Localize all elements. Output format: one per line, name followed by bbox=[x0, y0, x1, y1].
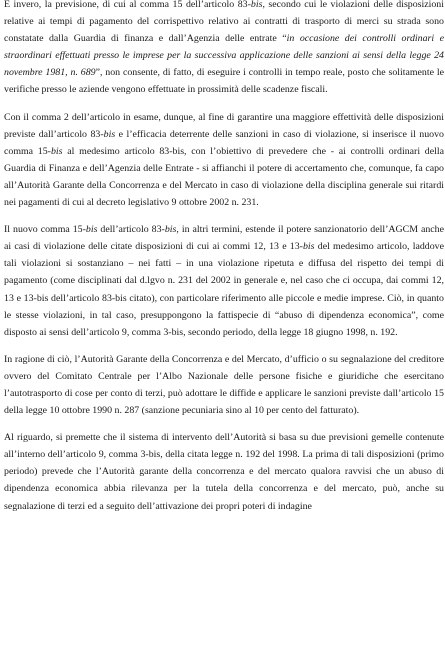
italic-text: bis bbox=[250, 0, 263, 10]
document-body bbox=[4, 0, 444, 515]
text: E invero, la previsione, di cui al comma 15 dell’articolo 83- bbox=[4, 0, 251, 10]
text: In ragione di ciò, l’Autorità Garante della Concorrenza e del Mercato, d’ufficio o su segnalazione del creditore ovvero del Comitato Centrale per l’Albo Nazionale delle persone fisiche e giuridiche che esercitano l’autotrasporto di cose per conto di terzi, può adottare le diffide e applicare le sanzioni previste dall’articolo 15 della legge 10 ottobre 1990 n. 287 (sanzione pecuniaria sino al 10 per cento del fatturato). bbox=[4, 353, 444, 417]
italic-text: in occasione dei controlli ordinari e straordinari effettuati presso le imprese per la successiva applicazione delle sanzioni ai sensi della legge 24 novembre 1981, n. 689 bbox=[4, 33, 444, 79]
paragraph bbox=[4, 109, 444, 212]
text: e l’efficacia deterrente delle sanzioni in caso di violazione, si inserisce il nuovo comma 15- bbox=[4, 128, 444, 157]
text: Il nuovo comma 15- bbox=[4, 224, 86, 236]
paragraph bbox=[4, 429, 444, 514]
italic-text: bis bbox=[103, 128, 116, 140]
text: Con il comma 2 dell’articolo in esame, dunque, al fine di garantire una maggiore effettività delle disposizioni previste dall’articolo 83- bbox=[4, 111, 444, 140]
text: , in altri termini, estende il potere sanzionatorio dell’AGCM anche ai casi di violazione delle citate disposizioni di cui ai commi 12, 13 e 13- bbox=[4, 224, 444, 253]
italic-text: bis bbox=[164, 224, 177, 236]
italic-text: bis bbox=[85, 224, 98, 236]
italic-text: bis bbox=[302, 241, 315, 253]
document-page bbox=[4, 0, 444, 652]
text: del medesimo articolo, laddove tali violazioni si sostanziano – nei fatti – in una violazione ripetuta e diffusa del rispetto dei tempi di pagamento (come disciplinati dal d.lgvo n. 231 del 2002 in generale e, nel caso che ci occupa, dai commi 12, 13 e 13-bis dell’articolo 83-bis citato), con particolare riferimento alle piccole e medie imprese. Ciò, in quanto le stesse violazioni, in tal caso, presuppongono la fattispecie di “abuso di dipendenza economica”, come disposto ai sensi dell’articolo 9, comma 3-bis, secondo periodo, della legge 18 giugno 1998, n. 192. bbox=[4, 241, 444, 338]
text: ”, non consente, di fatto, di eseguire i controlli in tempo reale, posto che solitamente le verifiche presso le aziende vengono effettuate in prossimità delle scadenze fiscali. bbox=[4, 67, 444, 96]
text: , secondo cui le violazioni delle disposizioni relative ai tempi di pagamento del corrispettivo relativo ai contratti di trasporto di merci su strada sono constatate dalla Guardia di finanza e dall’Agenzia delle entrate “ bbox=[4, 0, 444, 45]
italic-text: bis bbox=[50, 145, 63, 157]
text: dell’articolo 83- bbox=[97, 224, 165, 236]
paragraph bbox=[4, 351, 444, 419]
text: Al riguardo, si premette che il sistema di intervento dell’Autorità si basa su due previsioni gemelle contenute all’interno dell’articolo 9, comma 3-bis, della citata legge n. 192 del 1998. La prima di tali disposizioni (primo periodo) prevede che l’Autorità garante della concorrenza e del mercato qualora ravvisi che un abuso di dipendenza economica abbia rilevanza per la tutela della concorrenza e del mercato, può, anche su segnalazione di terzi ed a seguito dell’attivazione dei propri poteri di indagine bbox=[4, 432, 444, 512]
paragraph bbox=[4, 0, 444, 99]
paragraph bbox=[4, 221, 444, 341]
text: al medesimo articolo 83-bis, con l’obiettivo di prevedere che - ai controlli ordinari della Guardia di Finanza e dell’Agenzia delle Entrate - si affianchi il potere di accertamento che, comunque, fa capo all’Autorità Garante della Concorrenza e del Mercato in caso di violazione della disciplina generale sui ritardi nei pagamenti di cui al decreto legislativo 9 ottobre 2002 n. 231. bbox=[4, 145, 444, 209]
